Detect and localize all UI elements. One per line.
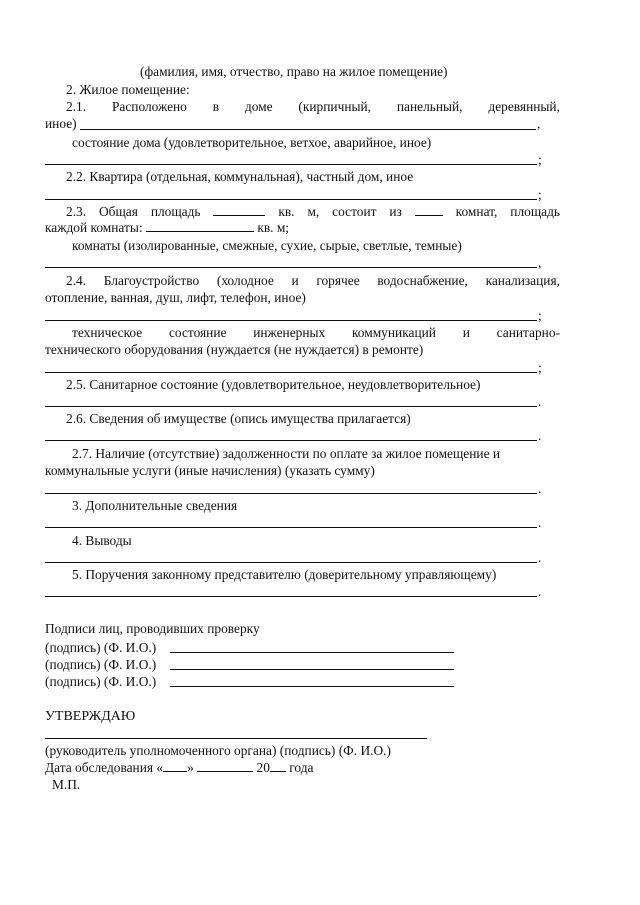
form-word: водоснабжение, [377,273,468,288]
tech-state-fill-line[interactable] [45,372,537,373]
form-word: инженерных [253,325,326,340]
form-word: коммуникаций [351,325,436,340]
rooms-type-label: комнаты (изолированные, смежные, сухие, сырые, светлые, темные) [72,238,462,253]
end-mark: ; [538,308,542,323]
location-fill-line[interactable] [80,129,536,130]
end-mark: . [538,550,542,565]
form-word: 2.3. [66,204,87,219]
date-month-field[interactable] [197,760,253,772]
signature-fill-line[interactable] [170,686,454,687]
tech-state-line2: технического оборудования (нуждается (не нуждается) в ремонте) [45,342,424,357]
room-area-unit: кв. м; [257,220,290,235]
form-word: санитарно- [496,325,560,340]
signature-row-label: (подпись) (Ф. И.О.) [45,674,157,689]
date-year-field[interactable] [270,760,286,772]
date-year-prefix: 20 [256,760,270,775]
item-2-2-label: 2.2. Квартира (отдельная, коммунальная), частный дом, иное [66,169,414,184]
signature-row-label: (подпись) (Ф. И.О.) [45,640,157,655]
end-mark: ; [538,152,542,167]
rooms-fill-line[interactable] [45,267,537,268]
form-word: состоит [332,204,377,219]
date-label: Дата обследования « [45,760,164,775]
form-word: Общая [99,204,138,219]
form-word: канализация, [485,273,560,288]
date-day-field[interactable] [163,760,187,772]
sanitary-fill-line[interactable] [45,406,537,407]
conclusions-fill-line[interactable] [45,562,537,563]
form-word: (кирпичный, [298,99,371,114]
date-close-quote: » [187,760,194,775]
form-word: техническое [72,325,143,340]
house-state-fill-line[interactable] [45,164,537,165]
approve-title: УТВЕРЖДАЮ [45,709,136,724]
signature-fill-line[interactable] [170,652,454,653]
end-mark: . [538,394,542,409]
item-2-1-line2-prefix: иное) [45,116,77,131]
form-word: Расположено [111,99,187,114]
approver-caption: (руководитель уполномоченного органа) (подпись) (Ф. И.О.) [45,743,391,758]
form-word: кв. [278,204,295,219]
end-mark: . [538,481,542,496]
form-word: 2.1. [66,99,87,114]
form-word: 2.4. [66,273,87,288]
blank-field[interactable] [213,204,265,216]
end-mark: , [538,255,542,270]
item-2-6-label: 2.6. Сведения об имуществе (опись имущества прилагается) [66,411,411,426]
form-word: (холодное [216,273,274,288]
date-year-word: года [289,760,314,775]
debt-fill-line[interactable] [45,493,537,494]
end-mark: . [538,584,542,599]
property-fill-line[interactable] [45,440,537,441]
form-word: из [389,204,402,219]
item-2-4-line2: отопление, ванная, душ, лифт, телефон, иное) [45,290,306,305]
additional-info-fill-line[interactable] [45,527,537,528]
item-2-3-line2 [45,220,289,235]
form-word: и [462,325,470,340]
instructions-fill-line[interactable] [45,596,537,597]
end-mark: ; [538,187,542,202]
end-mark: ; [538,360,542,375]
form-word: и [291,273,299,288]
section-2-title: 2. Жилое помещение: [66,82,190,97]
form-word: комнат, [455,204,498,219]
form-word: состояние [168,325,227,340]
room-area-label: каждой комнаты: [45,220,143,235]
form-word: панельный, [396,99,463,114]
signature-row-label: (подпись) (Ф. И.О.) [45,657,157,672]
section-4-label: 4. Выводы [72,533,132,548]
item-2-7-line2: коммунальные услуги (иные начисления) (указать сумму) [45,463,375,478]
approver-fill-line[interactable] [45,738,427,739]
form-word: деревянный, [488,99,560,114]
section-3-label: 3. Дополнительные сведения [72,498,238,513]
header-caption: (фамилия, имя, отчество, право на жилое помещение) [140,64,448,79]
form-word: горячее [316,273,360,288]
item-2-4-line1 [66,273,560,288]
amenities-fill-line[interactable] [45,320,537,321]
item-2-3-line1 [66,204,560,219]
section-5-label: 5. Поручения законному представителю (доверительному управляющему) [72,567,497,582]
signature-fill-line[interactable] [170,669,454,670]
item-2-7-line1: 2.7. Наличие (отсутствие) задолженности по оплате за жилое помещение и [72,446,501,461]
room-area-field[interactable] [146,220,254,232]
inspection-date-row [45,760,313,775]
form-word: м, [307,204,320,219]
end-mark: . [538,428,542,443]
form-word: площадь [150,204,201,219]
end-mark: . [538,515,542,530]
form-word: доме [244,99,273,114]
stamp-place: М.П. [52,777,81,792]
form-word: Благоустройство [103,273,200,288]
form-word: в [212,99,220,114]
item-2-1-line1 [66,99,560,114]
signatures-title: Подписи лиц, проводивших проверку [45,621,260,636]
blank-field[interactable] [415,204,443,216]
end-mark: , [537,116,541,131]
form-word: площадь [510,204,560,219]
tech-state-line1 [72,325,560,340]
item-2-5-label: 2.5. Санитарное состояние (удовлетворительное, неудовлетворительное) [66,377,481,392]
house-state-label: состояние дома (удовлетворительное, ветхое, аварийное, иное) [72,135,432,150]
apartment-fill-line[interactable] [45,199,537,200]
